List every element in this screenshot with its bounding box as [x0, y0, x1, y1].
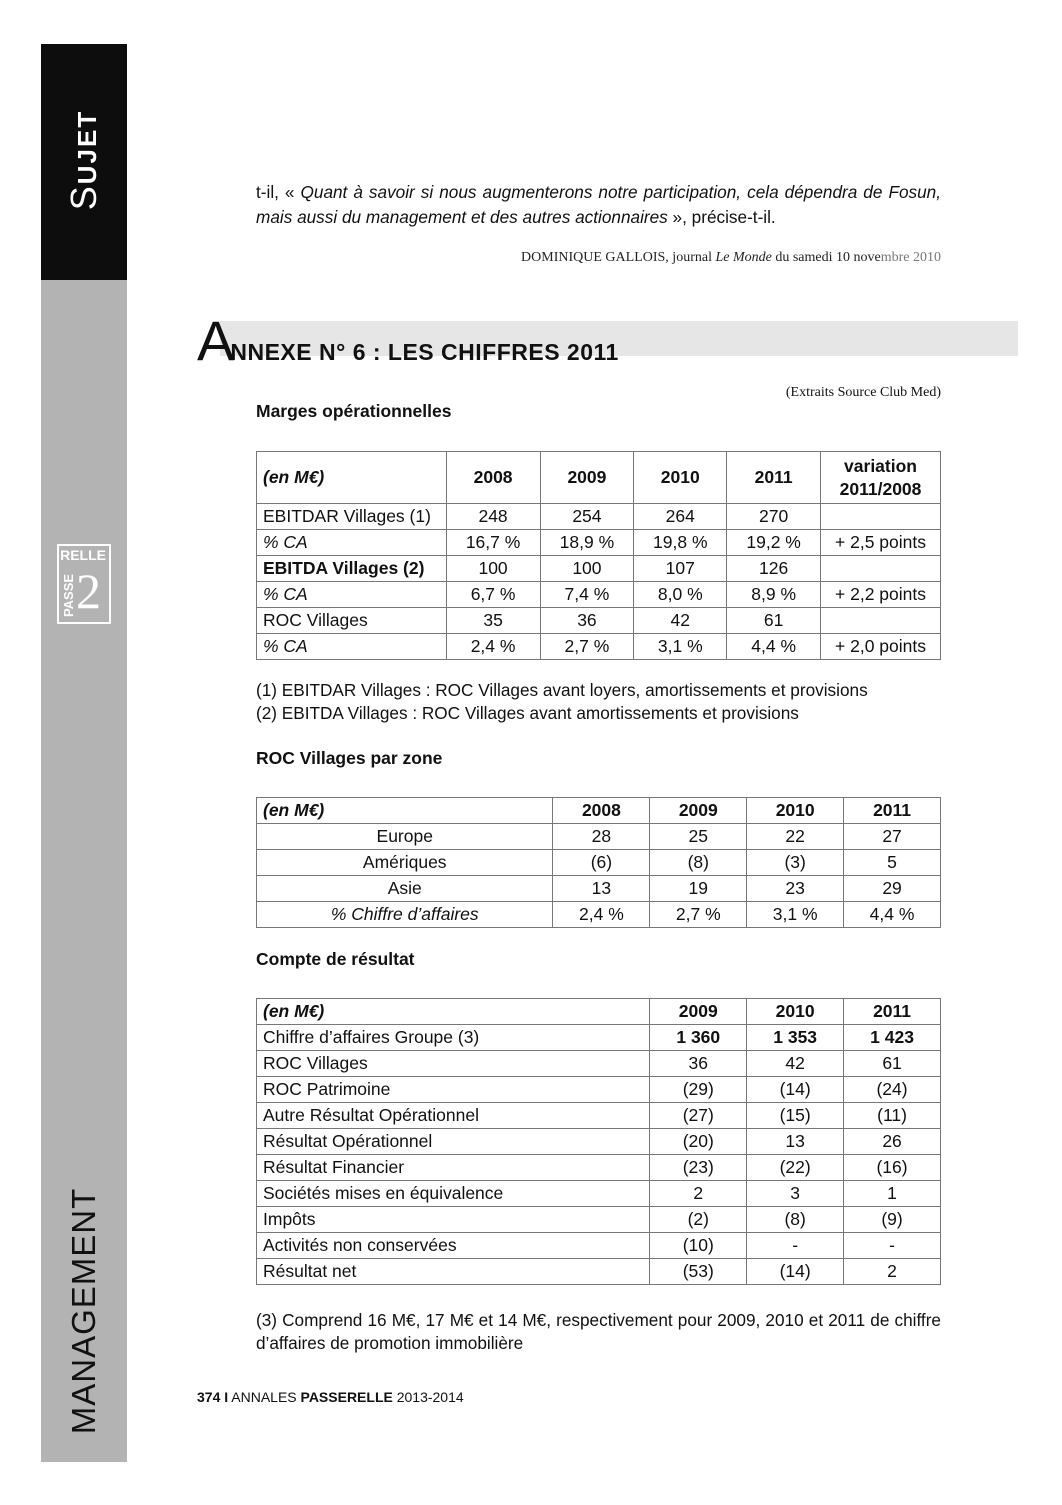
page-footer: 374 I ANNALES PASSERELLE 2013-2014 — [197, 1389, 464, 1405]
section-title-compte: Compte de résultat — [256, 949, 415, 969]
table-row: Impôts (2) (8) (9) — [257, 1207, 941, 1233]
table-row: % CA 6,7 % 7,4 % 8,0 % 8,9 % + 2,2 points — [257, 582, 941, 608]
table-header-row: (en M€) 2008 2009 2010 2011 — [257, 798, 941, 824]
footnote: (1) EBITDAR Villages : ROC Villages avant loyers, amortissements et provisions (2) EBITDA Villages : ROC Villages avant amortissements et provisions — [256, 680, 868, 723]
byline: DOMINIQUE GALLOIS, journal Le Monde du samedi 10 novembre 2010 — [521, 250, 941, 265]
table-row: Résultat net (53) (14) 2 — [257, 1259, 941, 1285]
table-header-row: (en M€) 2008 2009 2010 2011 variation 2011/2008 — [257, 452, 941, 504]
table-row: EBITDAR Villages (1) 248 254 264 270 — [257, 504, 941, 530]
table-row: % CA 16,7 % 18,9 % 19,8 % 19,2 % + 2,5 points — [257, 530, 941, 556]
sidebar-tab — [41, 44, 127, 280]
table-row: % CA 2,4 % 2,7 % 3,1 % 4,4 % + 2,0 points — [257, 634, 941, 660]
table-row: Sociétés mises en équivalence 2 3 1 — [257, 1181, 941, 1207]
section-title-roc-zone: ROC Villages par zone — [256, 748, 443, 768]
sujet-label: SUJET — [63, 109, 104, 211]
table-row: ROC Villages 35 36 42 61 — [257, 608, 941, 634]
table-row: Résultat Financier (23) (22) (16) — [257, 1155, 941, 1181]
table-row: ROC Patrimoine (29) (14) (24) — [257, 1077, 941, 1103]
table-row: EBITDA Villages (2) 100 100 107 126 — [257, 556, 941, 582]
table-row: Autre Résultat Opérationnel (27) (15) (11) — [257, 1103, 941, 1129]
footnote: (3) Comprend 16 M€, 17 M€ et 14 M€, respectivement pour 2009, 2010 et 2011 de chiffre d’affaires de promotion immobilière — [256, 1310, 941, 1353]
table-header-row: (en M€) 2009 2010 2011 — [257, 999, 941, 1025]
table-row: Activités non conservées (10) - - — [257, 1233, 941, 1259]
roc-zone-table — [256, 797, 941, 928]
table-row: Résultat Opérationnel (20) 13 26 — [257, 1129, 941, 1155]
sidebar — [41, 44, 127, 1462]
compte-resultat-table — [256, 998, 941, 1285]
table-row: Chiffre d’affaires Groupe (3) 1 360 1 353 1 423 — [257, 1025, 941, 1051]
marges-table — [256, 451, 941, 660]
table-row: Europe 28 25 22 27 — [257, 824, 941, 850]
table-row: Asie 13 19 23 29 — [257, 876, 941, 902]
passerelle-logo: RELLE PASSE 2 — [57, 544, 111, 624]
table-row: ROC Villages 36 42 61 — [257, 1051, 941, 1077]
table-row: Amériques (6) (8) (3) 5 — [257, 850, 941, 876]
table-row: % Chiffre d’affaires 2,4 % 2,7 % 3,1 % 4,4 % — [257, 902, 941, 928]
section-title-marges: Marges opérationnelles — [256, 401, 452, 421]
source-note: (Extraits Source Club Med) — [785, 385, 941, 400]
subject-label: MANAGEMENT — [65, 1187, 102, 1435]
annex-title: ANNEXE N° 6 : LES CHIFFRES 2011 — [197, 309, 619, 372]
quote-paragraph: t-il, « Quant à savoir si nous augmenterons notre participation, cela dépendra de Fosun, mais aussi du management et des autres actionnaires », précise-t-il. — [256, 182, 941, 227]
